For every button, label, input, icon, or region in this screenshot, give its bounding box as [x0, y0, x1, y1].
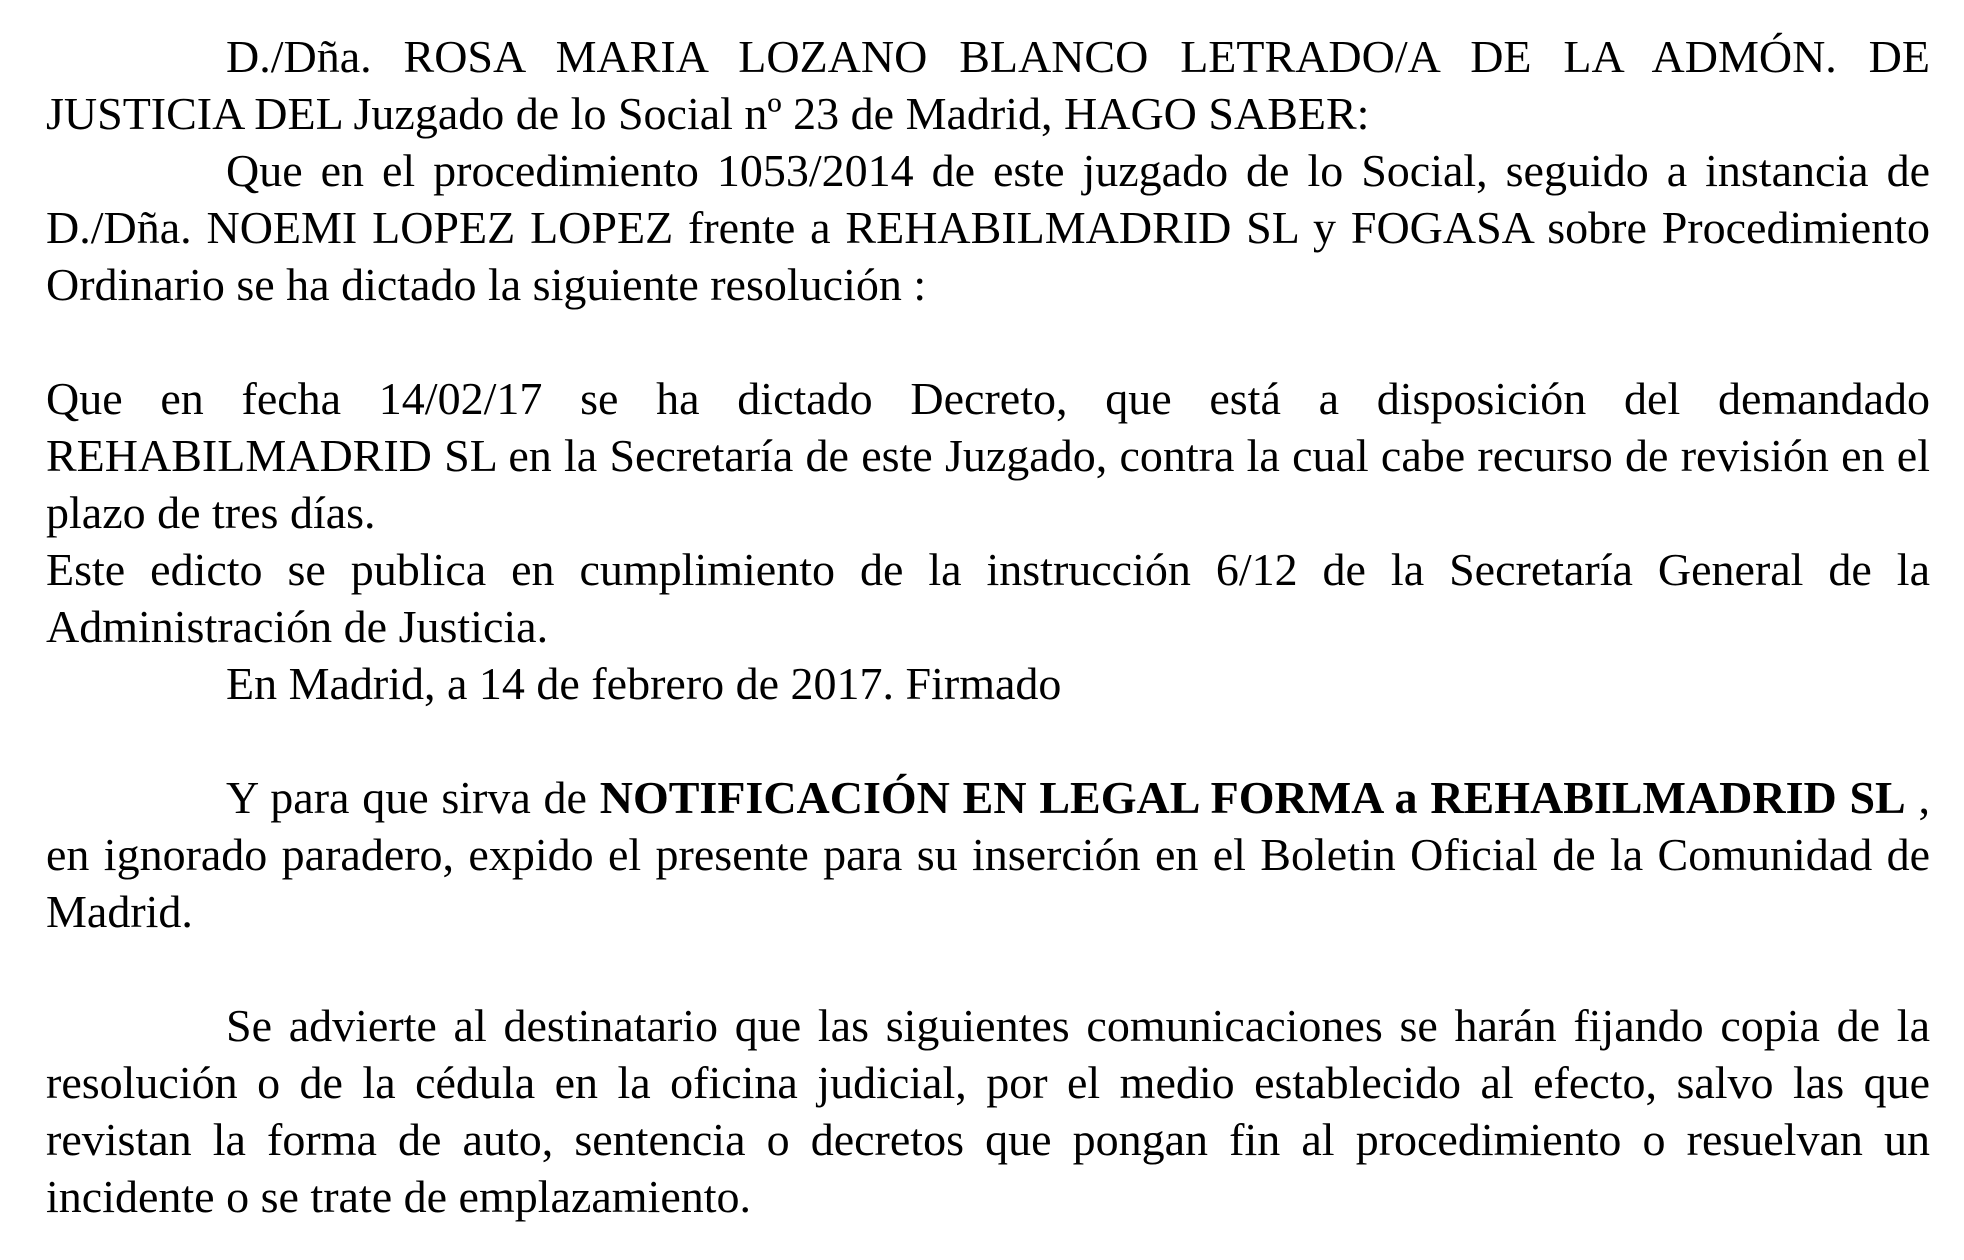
- document-body: [46, 28, 1930, 1225]
- paragraph-header: D./Dña. ROSA MARIA LOZANO BLANCO LETRADO/A DE LA ADMÓN. DE JUSTICIA DEL Juzgado de lo Social nº 23 de Madrid, HAGO SABER:: [46, 31, 1930, 139]
- paragraph-decree: Que en fecha 14/02/17 se ha dictado Decreto, que está a disposición del demandado REHABILMADRID SL en la Secretaría de este Juzgado, contra la cual cabe recurso de revisión en el plazo de tres días.: [46, 373, 1930, 538]
- notification-tail-text: , en ignorado paradero, expido el presente para su inserción en el Boletin Oficial de la Comunidad de Madrid.: [46, 772, 1930, 937]
- paragraph-procedure: Que en el procedimiento 1053/2014 de este juzgado de lo Social, seguido a instancia de D./Dña. NOEMI LOPEZ LOPEZ frente a REHABILMADRID SL y FOGASA sobre Procedimiento Ordinario se ha dictado la siguiente resolución :: [46, 145, 1930, 310]
- paragraph-notification: [46, 769, 1930, 940]
- notification-bold-text: NOTIFICACIÓN EN LEGAL FORMA a REHABILMADRID SL: [599, 772, 1906, 823]
- notification-lead-text: Y para que sirva de: [226, 772, 600, 823]
- paragraph-edict: Este edicto se publica en cumplimiento de la instrucción 6/12 de la Secretaría General de la Administración de Justicia.: [46, 544, 1930, 652]
- paragraph-warning: Se advierte al destinatario que las siguientes comunicaciones se harán fijando copia de la resolución o de la cédula en la oficina judicial, por el medio establecido al efecto, salvo las que revistan la forma de auto, sentencia o decretos que pongan fin al procedimiento o resuelvan un incidente o se trate de emplazamiento.: [46, 1000, 1930, 1222]
- paragraph-date-signed: En Madrid, a 14 de febrero de 2017. Firmado: [226, 658, 1062, 709]
